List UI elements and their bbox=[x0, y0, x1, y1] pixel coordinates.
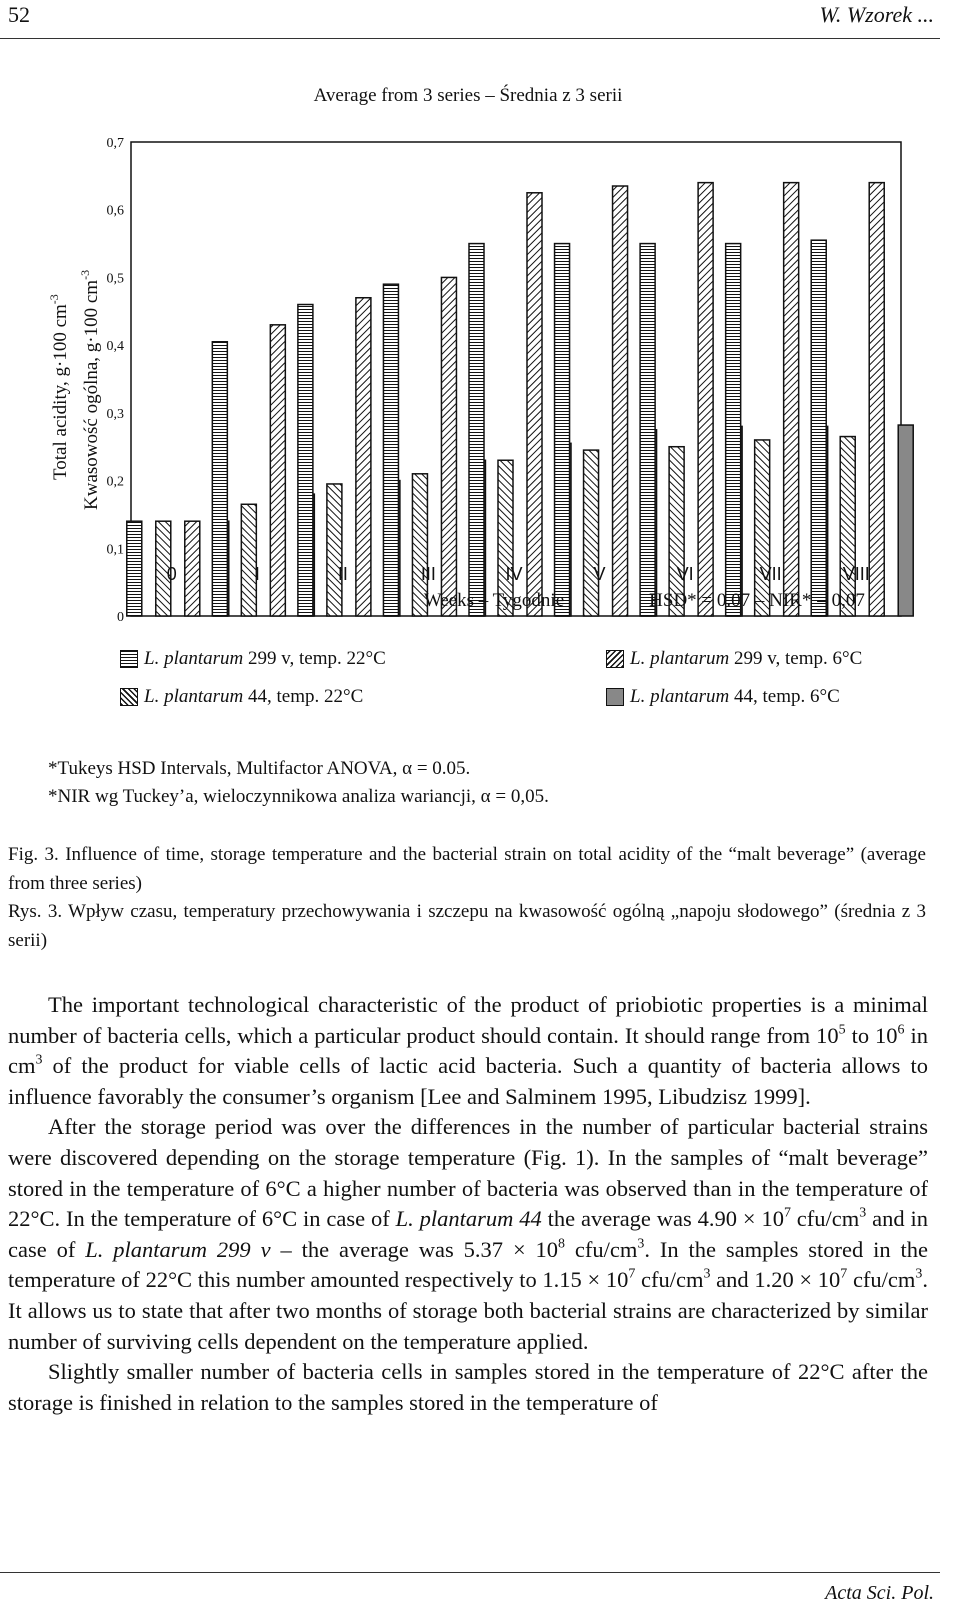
header-rule bbox=[0, 38, 940, 39]
acidity-bar-chart bbox=[0, 60, 960, 630]
legend-species: L. plantarum bbox=[630, 648, 730, 669]
y-tick-label: 0,3 bbox=[106, 406, 124, 422]
y-axis-label-en: Total acidity, g·100 $cm^{-3}$ bbox=[47, 294, 71, 480]
x-tick-label: VIII bbox=[842, 564, 870, 584]
x-tick-label: II bbox=[337, 564, 348, 584]
legend-species: L. plantarum bbox=[144, 686, 244, 707]
bar-diag-VII bbox=[784, 183, 799, 616]
body-text bbox=[8, 990, 928, 1418]
footer-journal: Acta Sci. Pol. bbox=[825, 1582, 934, 1604]
bar-horiz-IV bbox=[469, 244, 484, 616]
bar-horiz-III bbox=[383, 284, 398, 616]
x-tick-label: V bbox=[593, 564, 606, 584]
y-tick-label: 0,5 bbox=[106, 271, 124, 287]
y-tick-label: 0,4 bbox=[106, 339, 124, 355]
bar-back-V bbox=[584, 450, 599, 616]
legend-label: 299 v, temp. 22°C bbox=[243, 648, 386, 669]
y-tick-label: 0,6 bbox=[106, 203, 124, 219]
bar-back-II bbox=[327, 484, 342, 616]
bar-horiz-0 bbox=[127, 521, 142, 616]
y-tick-label: 0,2 bbox=[106, 474, 124, 490]
note-nir: *NIR wg Tuckey’a, wieloczynnikowa analiza wariancji, α = 0,05. bbox=[48, 786, 549, 807]
y-tick-label: 0,7 bbox=[106, 136, 124, 151]
paragraph-1: The important technological characteristic of the product of priobiotic properties is a minimal number of bacteria cells, which a particular product should contain. It should range from $10^5$ to $10^6$ in $cm^3$ of the product for viable cells of lactic acid bacteria. Such a quantity of bacteria allows to influence favorably the consumer’s organism [Lee and Salminem 1995, Libudzisz 1999]. bbox=[8, 992, 928, 1109]
bar-back-I bbox=[241, 504, 256, 616]
x-tick-label: VI bbox=[676, 564, 694, 584]
legend-item-2 bbox=[606, 648, 862, 670]
bar-diag-II bbox=[356, 298, 371, 616]
bar-horiz-VI bbox=[640, 244, 655, 616]
legend-species: L. plantarum bbox=[144, 648, 244, 669]
bar-horiz-VII bbox=[726, 244, 741, 616]
figure-caption-en: Fig. 3. Influence of time, storage temperature and the bacterial strain on total acidity of the “malt beverage” (average from three series) bbox=[8, 844, 926, 894]
page-number: 52 bbox=[8, 2, 30, 27]
bar-diag-V bbox=[613, 186, 628, 616]
legend-label: 44, temp. 6°C bbox=[729, 686, 840, 707]
legend-item-1 bbox=[120, 648, 386, 670]
running-head-author: W. Wzorek ... bbox=[819, 2, 934, 27]
bar-diag-VI bbox=[698, 183, 713, 616]
paragraph-2: After the storage period was over the differences in the number of particular bacterial strains were discovered depending on the storage temperature (Fig. 1). In the samples of “malt beverage” stored in the temperature of 6°C a higher number of bacteria was observed than in the temperature of 22°C. In the temperature of 6°C in case of L. plantarum 44 the average was $4.90 \times 10^7$ cfu/$cm^3$ and in case of L. plantarum 299 v – the average was $5.37 \times 10^8$ cfu/$cm^3$. In the samples stored in the temperature of 22°C this number amounted respectively to $1.15 \times 10^7$ cfu/$cm^3$ and $1.20 \times 10^7$ cfu/$cm^3$. It allows us to state that after two months of storage both bacterial strains are characterized by similar number of surviving cells dependent on the temperature applied. bbox=[8, 1114, 929, 1354]
legend-label: 44, temp. 22°C bbox=[243, 686, 364, 707]
bar-horiz-VIII bbox=[811, 240, 826, 616]
figure-caption-pl: Rys. 3. Wpływ czasu, temperatury przechowywania i szczepu na kwasowość ogólną „napoju słodowego” (średnia z 3 serii) bbox=[8, 901, 926, 951]
x-tick-label: 0 bbox=[166, 564, 177, 584]
legend-swatch-horizontal bbox=[120, 650, 138, 668]
legend-item-4 bbox=[606, 686, 840, 708]
x-tick-label: IV bbox=[505, 564, 523, 584]
y-tick-label: 0 bbox=[117, 610, 124, 625]
x-tick-label: VII bbox=[759, 564, 782, 584]
legend-swatch-gray bbox=[606, 688, 624, 706]
legend-swatch-diagonal bbox=[120, 688, 138, 706]
chart-title: Average from 3 series – Średnia z 3 serii bbox=[313, 85, 623, 106]
y-axis-ticks bbox=[107, 136, 125, 625]
y-axis-label-pl: Kwasowość ogólna, g·100 $cm^{-3}$ bbox=[78, 269, 102, 510]
y-tick-label: 0,1 bbox=[106, 542, 124, 558]
bar-horiz-II bbox=[298, 305, 313, 616]
note-tukey: *Tukeys HSD Intervals, Multifactor ANOVA, α = 0.05. bbox=[48, 758, 471, 779]
x-tick-label: III bbox=[420, 564, 436, 584]
bars bbox=[127, 183, 913, 616]
paragraph-3: Slightly smaller number of bacteria cells in samples stored in the temperature of 22°C after the storage is finished in relation to the samples stored in the temperature of bbox=[8, 1359, 928, 1415]
bar-diag-IV bbox=[527, 193, 542, 616]
bar-diag-III bbox=[441, 277, 456, 616]
legend-swatch-backslash bbox=[606, 650, 624, 668]
bar-gray-VIII bbox=[898, 425, 913, 616]
bar-diag-I bbox=[270, 325, 285, 616]
legend-species: L. plantarum bbox=[630, 686, 730, 707]
x-axis-label: Weeks – Tygodnie bbox=[423, 590, 565, 611]
bar-diag-0 bbox=[185, 521, 200, 616]
x-tick-label: I bbox=[254, 564, 260, 584]
bar-diag-VIII bbox=[869, 183, 884, 616]
legend-label: 299 v, temp. 6°C bbox=[729, 648, 863, 669]
bar-horiz-I bbox=[212, 342, 227, 616]
bar-horiz-V bbox=[555, 244, 570, 616]
hsd-value: HSD* = 0.07 – NIR* = 0,07 bbox=[649, 590, 865, 611]
legend-item-3 bbox=[120, 686, 363, 708]
footer-rule bbox=[0, 1572, 940, 1573]
